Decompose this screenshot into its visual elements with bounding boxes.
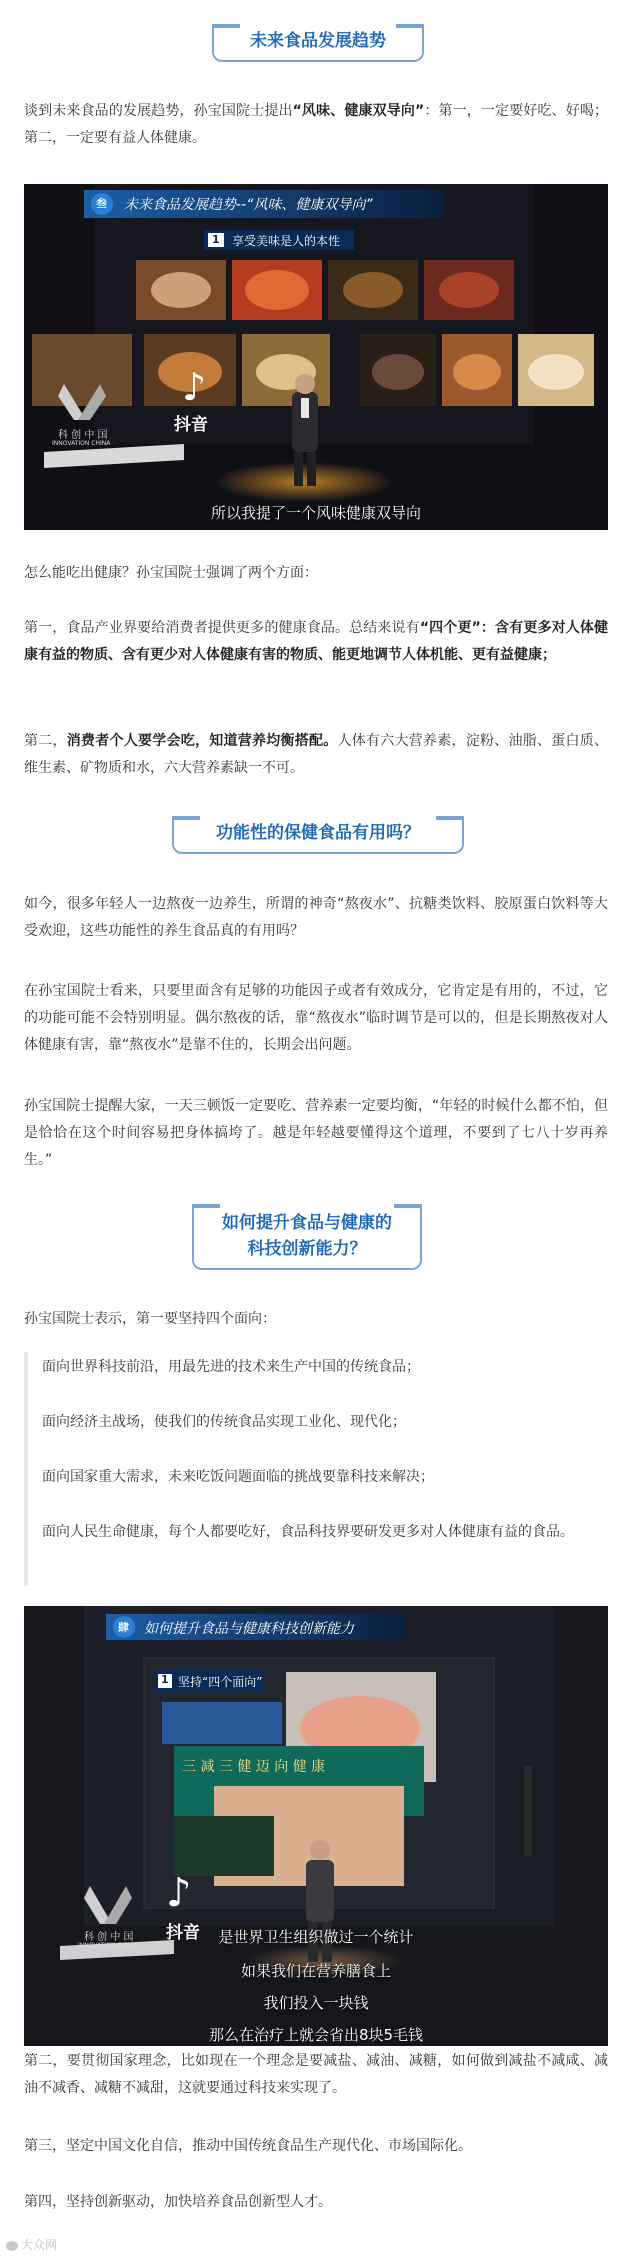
slide-banner-number: 叁 xyxy=(96,197,107,210)
slide-banner-number: 肆 xyxy=(118,1621,129,1634)
video-still-2 xyxy=(24,1606,608,2046)
subtitle-line: 那么在治疗上就会省出8块5毛钱 xyxy=(208,2026,424,2044)
subtitle-line: 我们投入一块钱 xyxy=(263,1994,369,2012)
paragraph: 第一，食品产业界要给消费者提供更多的健康食品。总结来说有“四个更”：含有更多对人体健康有益的物质、含有更少对人体健康有害的物质、能更地调节人体机能、更有益健康； xyxy=(24,620,609,663)
section-header-functional-food xyxy=(172,818,464,854)
paragraph: 第四，坚持创新驱动，加快培养食品创新型人才。 xyxy=(24,2194,332,2210)
paragraph: 第三，坚定中国文化自信，推动中国传统食品生产现代化、市场国际化。 xyxy=(24,2138,472,2154)
quote-block xyxy=(24,1352,612,1586)
svg-text:♪: ♪ xyxy=(182,365,207,409)
section-title-line1: 如何提升食品与健康的 xyxy=(194,1210,420,1236)
slide-sub-title: 享受美味是人的本性 xyxy=(232,234,341,248)
weibo-icon xyxy=(6,2241,18,2251)
slide-sub-title: 坚持“四个面向” xyxy=(178,1675,263,1689)
paragraph: 第二，消费者个人要学会吃，知道营养均衡搭配。人体有六大营养素，淀粉、油脂、蛋白质、维生素、矿物质和水，六大营养素缺一不可。 xyxy=(24,733,608,776)
quote-item: 面向人民生命健康，每个人都要吃好，食品科技界要研发更多对人体健康有益的食品。 xyxy=(42,1524,574,1540)
logo-en: INNOVATION CHINA xyxy=(78,1942,137,1949)
paragraph: 孙宝国院士提醒大家，一天三顿饭一定要吃、营养素一定要均衡，“年轻的时候什么都不怕，但是恰恰在这个时间容易把身体搞垮了。越是年轻越要懂得这个道理，不要到了七八十岁再养生。” xyxy=(24,1098,608,1168)
paragraph: 在孙宝国院士看来，只要里面含有足够的功能因子或者有效成分，它肯定是有用的，不过，它的功能可能不会特别明显。偶尔熬夜的话，靠“熬夜水”临时调节是可以的，但是长期熬夜对人体健康有害，靠“熬夜水”是靠不住的，长期会出问题。 xyxy=(24,983,608,1053)
subtitle-line: 如果我们在营养膳食上 xyxy=(240,1962,391,1980)
paragraph: 孙宝国院士表示，第一要坚持四个面向： xyxy=(24,1311,276,1327)
subtitle: 所以我提了一个风味健康双导向 xyxy=(210,504,421,522)
slide-screen-text: 三 减 三 健 迈 向 健 康 xyxy=(182,1759,326,1775)
logo-cn: 科 创 中 国 xyxy=(58,430,108,441)
video-still-1 xyxy=(24,184,608,530)
paragraph: 谈到未来食品的发展趋势，孙宝国院士提出“风味、健康双导向”：第一，一定要好吃、好喝；第二，一定要有益人体健康。 xyxy=(24,103,609,146)
quote-item: 面向经济主战场，使我们的传统食品实现工业化、现代化； xyxy=(42,1414,406,1430)
quote-item: 面向世界科技前沿，用最先进的技术来生产中国的传统食品； xyxy=(42,1359,420,1375)
section-title: 功能性的保健食品有用吗？ xyxy=(174,820,462,846)
quote-item: 面向国家重大需求，未来吃饭问题面临的挑战要靠科技来解决； xyxy=(42,1469,434,1485)
logo-en: INNOVATION CHINA xyxy=(52,440,111,447)
section-title-line2: 科技创新能力？ xyxy=(194,1236,420,1262)
section-header-trends xyxy=(212,26,424,62)
logo-cn: 科 创 中 国 xyxy=(84,1932,134,1943)
paragraph: 第二，要贯彻国家理念，比如现在一个理念是要减盐、减油、减糖，如何做到减盐不减咸、减油不减香、减糖不减甜，这就要通过科技来实现了。 xyxy=(24,2053,608,2096)
svg-text:♪: ♪ xyxy=(166,1870,192,1916)
subtitle-line: 是世界卫生组织做过一个统计 xyxy=(218,1928,414,1946)
section-header-innovation xyxy=(192,1206,422,1270)
slide-sub-number: 1 xyxy=(212,233,220,246)
slide-banner-title: 如何提升食品与健康科技创新能力 xyxy=(144,1621,354,1637)
douyin-logo: 抖音 xyxy=(174,415,208,435)
slide-banner-title: 未来食品发展趋势--“风味、健康双导向” xyxy=(124,197,373,213)
section-title: 未来食品发展趋势 xyxy=(214,28,422,54)
watermark: 大众网 xyxy=(6,2236,57,2253)
paragraph: 怎么能吃出健康？孙宝国院士强调了两个方面： xyxy=(24,565,318,581)
slide-sub-number: 1 xyxy=(161,1673,169,1686)
douyin-logo: 抖音 xyxy=(166,1923,200,1943)
paragraph: 如今，很多年轻人一边熬夜一边养生，所谓的神奇“熬夜水”、抗糖类饮料、胶原蛋白饮料等大受欢迎，这些功能性的养生食品真的有用吗？ xyxy=(24,896,608,939)
